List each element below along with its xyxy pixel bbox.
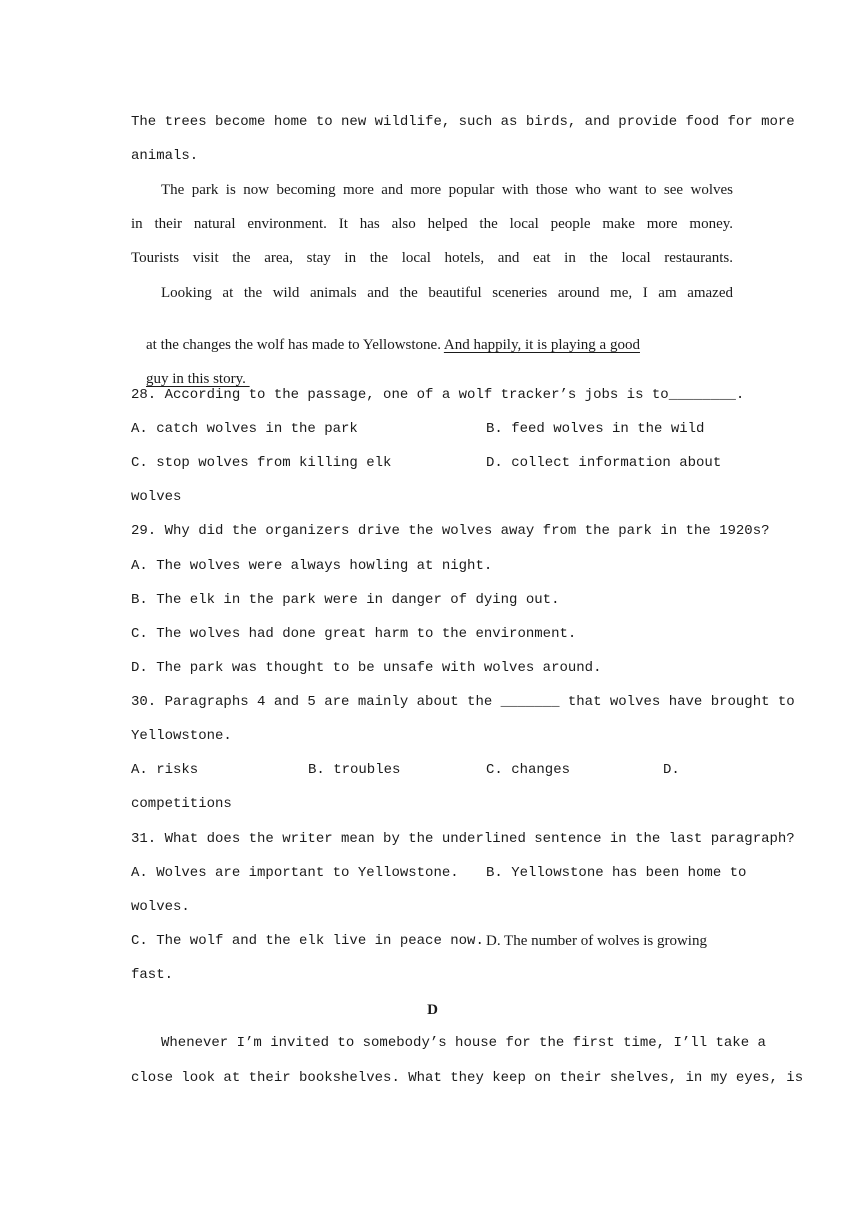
question-29-option-a: A. The wolves were always howling at night. — [131, 558, 493, 574]
section-d-line-2: close look at their bookshelves. What they keep on their shelves, in my eyes, is — [131, 1070, 804, 1086]
question-31-option-b: B. Yellowstone has been home to — [486, 865, 747, 881]
question-31-stem: 31. What does the writer mean by the underlined sentence in the last paragraph? — [131, 831, 795, 847]
question-29-option-d: D. The park was thought to be unsafe with wolves around. — [131, 660, 602, 676]
paragraph-popular-line-1: The park is now becoming more and more popular with those who want to see wolves — [161, 182, 733, 198]
section-d-heading: D — [427, 1002, 438, 1018]
question-28-option-b: B. feed wolves in the wild — [486, 421, 705, 437]
question-30-option-d-continued: competitions — [131, 796, 232, 812]
question-28-option-a: A. catch wolves in the park — [131, 421, 358, 437]
question-28-option-d: D. collect information about — [486, 455, 722, 471]
question-30-stem-line-2: Yellowstone. — [131, 728, 232, 744]
question-30-option-d: D. — [663, 762, 680, 778]
question-30-option-b: B. troubles — [308, 762, 401, 778]
question-31-option-d-continued: fast. — [131, 967, 174, 983]
paragraph-popular-line-2: in their natural environment. It has also helped the local people make more money. — [131, 216, 733, 232]
question-28-option-c: C. stop wolves from killing elk — [131, 455, 392, 471]
underlined-sentence-part-2: guy in this story. — [146, 371, 250, 387]
question-30-option-c: C. changes — [486, 762, 571, 778]
question-28-stem: 28. According to the passage, one of a wolf tracker’s jobs is to________. — [131, 387, 745, 403]
question-29-option-b: B. The elk in the park were in danger of dying out. — [131, 592, 560, 608]
question-30-stem-line-1: 30. Paragraphs 4 and 5 are mainly about the _______ that wolves have brought to — [131, 694, 795, 710]
question-31-option-b-continued: wolves. — [131, 899, 190, 915]
underlined-sentence-part-1: And happily, it is playing a good — [443, 337, 640, 353]
question-28-option-d-continued: wolves — [131, 489, 182, 505]
paragraph-trees-line-2: animals. — [131, 148, 199, 164]
paragraph-trees-line-1: The trees become home to new wildlife, such as birds, and provide food for more — [131, 114, 795, 130]
question-31-option-a: A. Wolves are important to Yellowstone. — [131, 865, 459, 881]
paragraph-last-line-1: Looking at the wild animals and the beautiful sceneries around me, I am amazed — [161, 285, 733, 301]
question-31-option-c: C. The wolf and the elk live in peace now. — [131, 933, 484, 949]
question-29-stem: 29. Why did the organizers drive the wolves away from the park in the 1920s? — [131, 523, 770, 539]
question-30-option-a: A. risks — [131, 762, 199, 778]
paragraph-popular-line-3: Tourists visit the area, stay in the local hotels, and eat in the local restaurants. — [131, 250, 733, 266]
section-d-line-1: Whenever I’m invited to somebody’s house for the first time, I’ll take a — [161, 1035, 766, 1051]
question-29-option-c: C. The wolves had done great harm to the environment. — [131, 626, 577, 642]
paragraph-last-line-2-plain: at the changes the wolf has made to Yellowstone. — [146, 337, 444, 353]
question-31-option-d: D. The number of wolves is growing — [486, 933, 707, 949]
